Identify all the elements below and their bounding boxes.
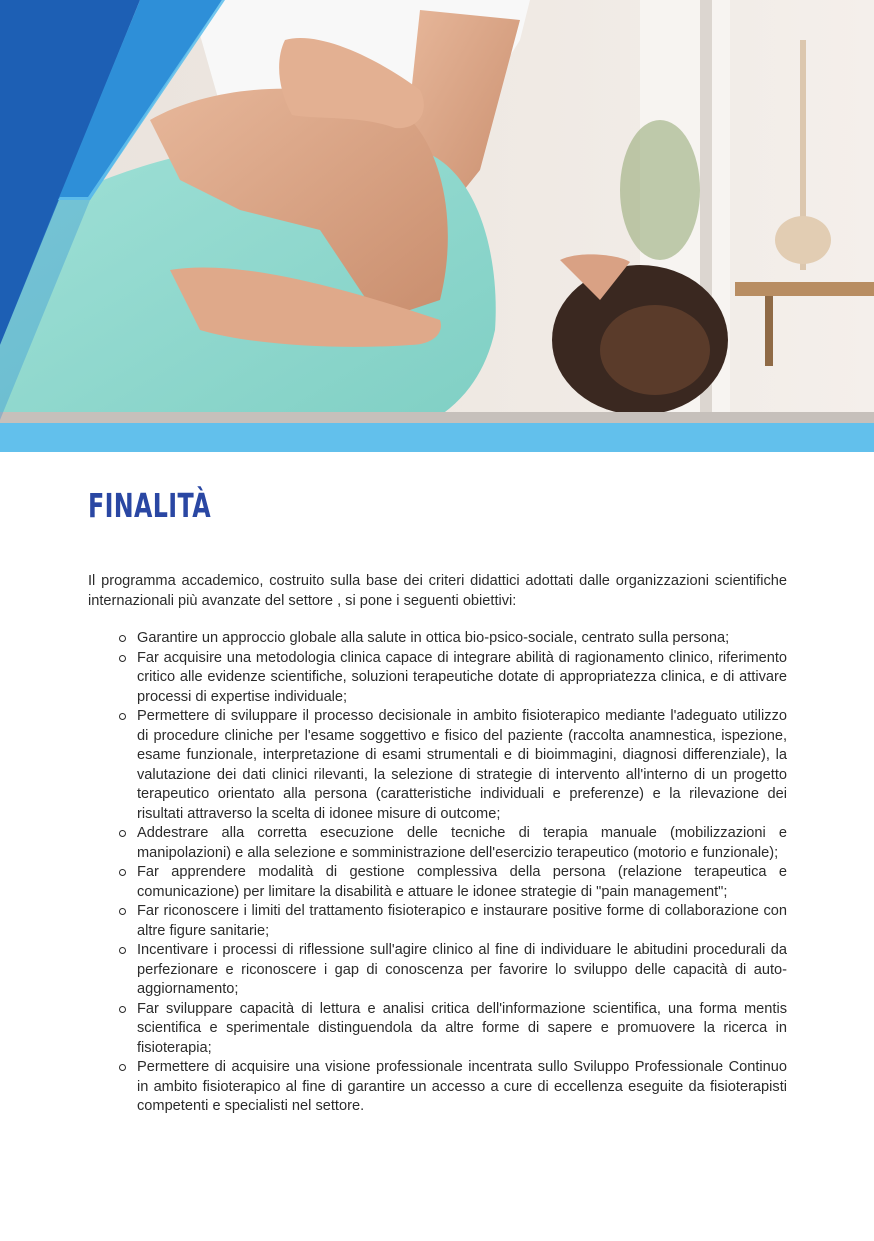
hero-bottom-band <box>0 423 874 452</box>
goal-text: Far sviluppare capacità di lettura e analisi critica dell'informazione scientifica, una forma mentis scientifica e sperimentale distinguendola da altre forme di sapere e promuovere la ricerca in fisioterapia; <box>137 1000 787 1056</box>
goal-text: Far riconoscere i limiti del trattamento fisioterapico e instaurare positive forme di collaborazione con altre figure sanitarie; <box>137 903 787 939</box>
circle-bullet-icon <box>119 713 126 720</box>
hero-photo <box>0 0 874 452</box>
circle-bullet-icon <box>119 635 126 642</box>
goal-text: Far acquisire una metodologia clinica capace di integrare abilità di ragionamento clinico, riferimento critico alle evidenze scientifiche, soluzioni terapeutiche dotate di appropriatezza clinica, e di attivare processi di expertise individuale; <box>137 649 787 705</box>
circle-bullet-icon <box>119 947 126 954</box>
list-item <box>88 902 787 941</box>
goal-text: Permettere di sviluppare il processo decisionale in ambito fisioterapico mediante l'adeguato utilizzo di procedure cliniche per l'esame soggettivo e fisico del paziente (raccolta anamnestica, ispezione, esame funzionale, interpretazione di esami strumentali e di bioimmagini, diagnosi differenziale), la valutazione dei dati clinici rilevanti, la selezione di strategie di intervento all'interno di un progetto terapeutico orientato alla persona (caratteristiche individuali e preferenze) e la rilevazione dei risultati attraverso la scelta di idonee misure di outcome; <box>137 708 787 822</box>
circle-bullet-icon <box>119 655 126 662</box>
goal-text: Far apprendere modalità di gestione complessiva della persona (relazione terapeutica e comunicazione) per limitare la disabilità e attuare le idonee strategie di "pain management"; <box>137 864 787 900</box>
list-item <box>88 824 787 863</box>
list-item <box>88 941 787 1000</box>
list-item <box>88 649 787 708</box>
circle-bullet-icon <box>119 1006 126 1013</box>
goal-text: Permettere di acquisire una visione professionale incentrata sullo Sviluppo Professionale Continuo in ambito fisioterapico al fine di garantire un accesso a cure di eccellenza eseguite da fisioterapisti competenti e specialisti nel settore. <box>137 1059 787 1114</box>
goal-text: Addestrare alla corretta esecuzione delle tecniche di terapia manuale (mobilizzazioni e manipolazioni) e alla selezione e somministrazione dell'esercizio terapeutico (motorio e funzionale); <box>137 825 787 861</box>
goals-list <box>88 629 787 1117</box>
circle-bullet-icon <box>119 908 126 915</box>
list-item <box>88 629 787 649</box>
list-item <box>88 1000 787 1059</box>
intro-paragraph: Il programma accademico, costruito sulla base dei criteri didattici adottati dalle organizzazioni scientifiche internazionali più avanzate del settore , si pone i seguenti obiettivi: <box>88 573 787 609</box>
physiotherapy-photo <box>0 0 874 452</box>
list-item <box>88 1058 787 1117</box>
circle-bullet-icon <box>119 830 126 837</box>
goal-text: Incentivare i processi di riflessione sull'agire clinico al fine di individuare le abitudini procedurali da perfezionare e riconoscere i gap di conoscenza per favorire lo sviluppo delle capacità di auto-aggiornamento; <box>137 942 787 997</box>
circle-bullet-icon <box>119 869 126 876</box>
goal-text: Garantire un approccio globale alla salute in ottica bio-psico-sociale, centrato sulla persona; <box>137 630 730 646</box>
list-item <box>88 863 787 902</box>
circle-bullet-icon <box>119 1064 126 1071</box>
list-item <box>88 707 787 824</box>
page-title: FINALITÀ <box>88 486 211 525</box>
